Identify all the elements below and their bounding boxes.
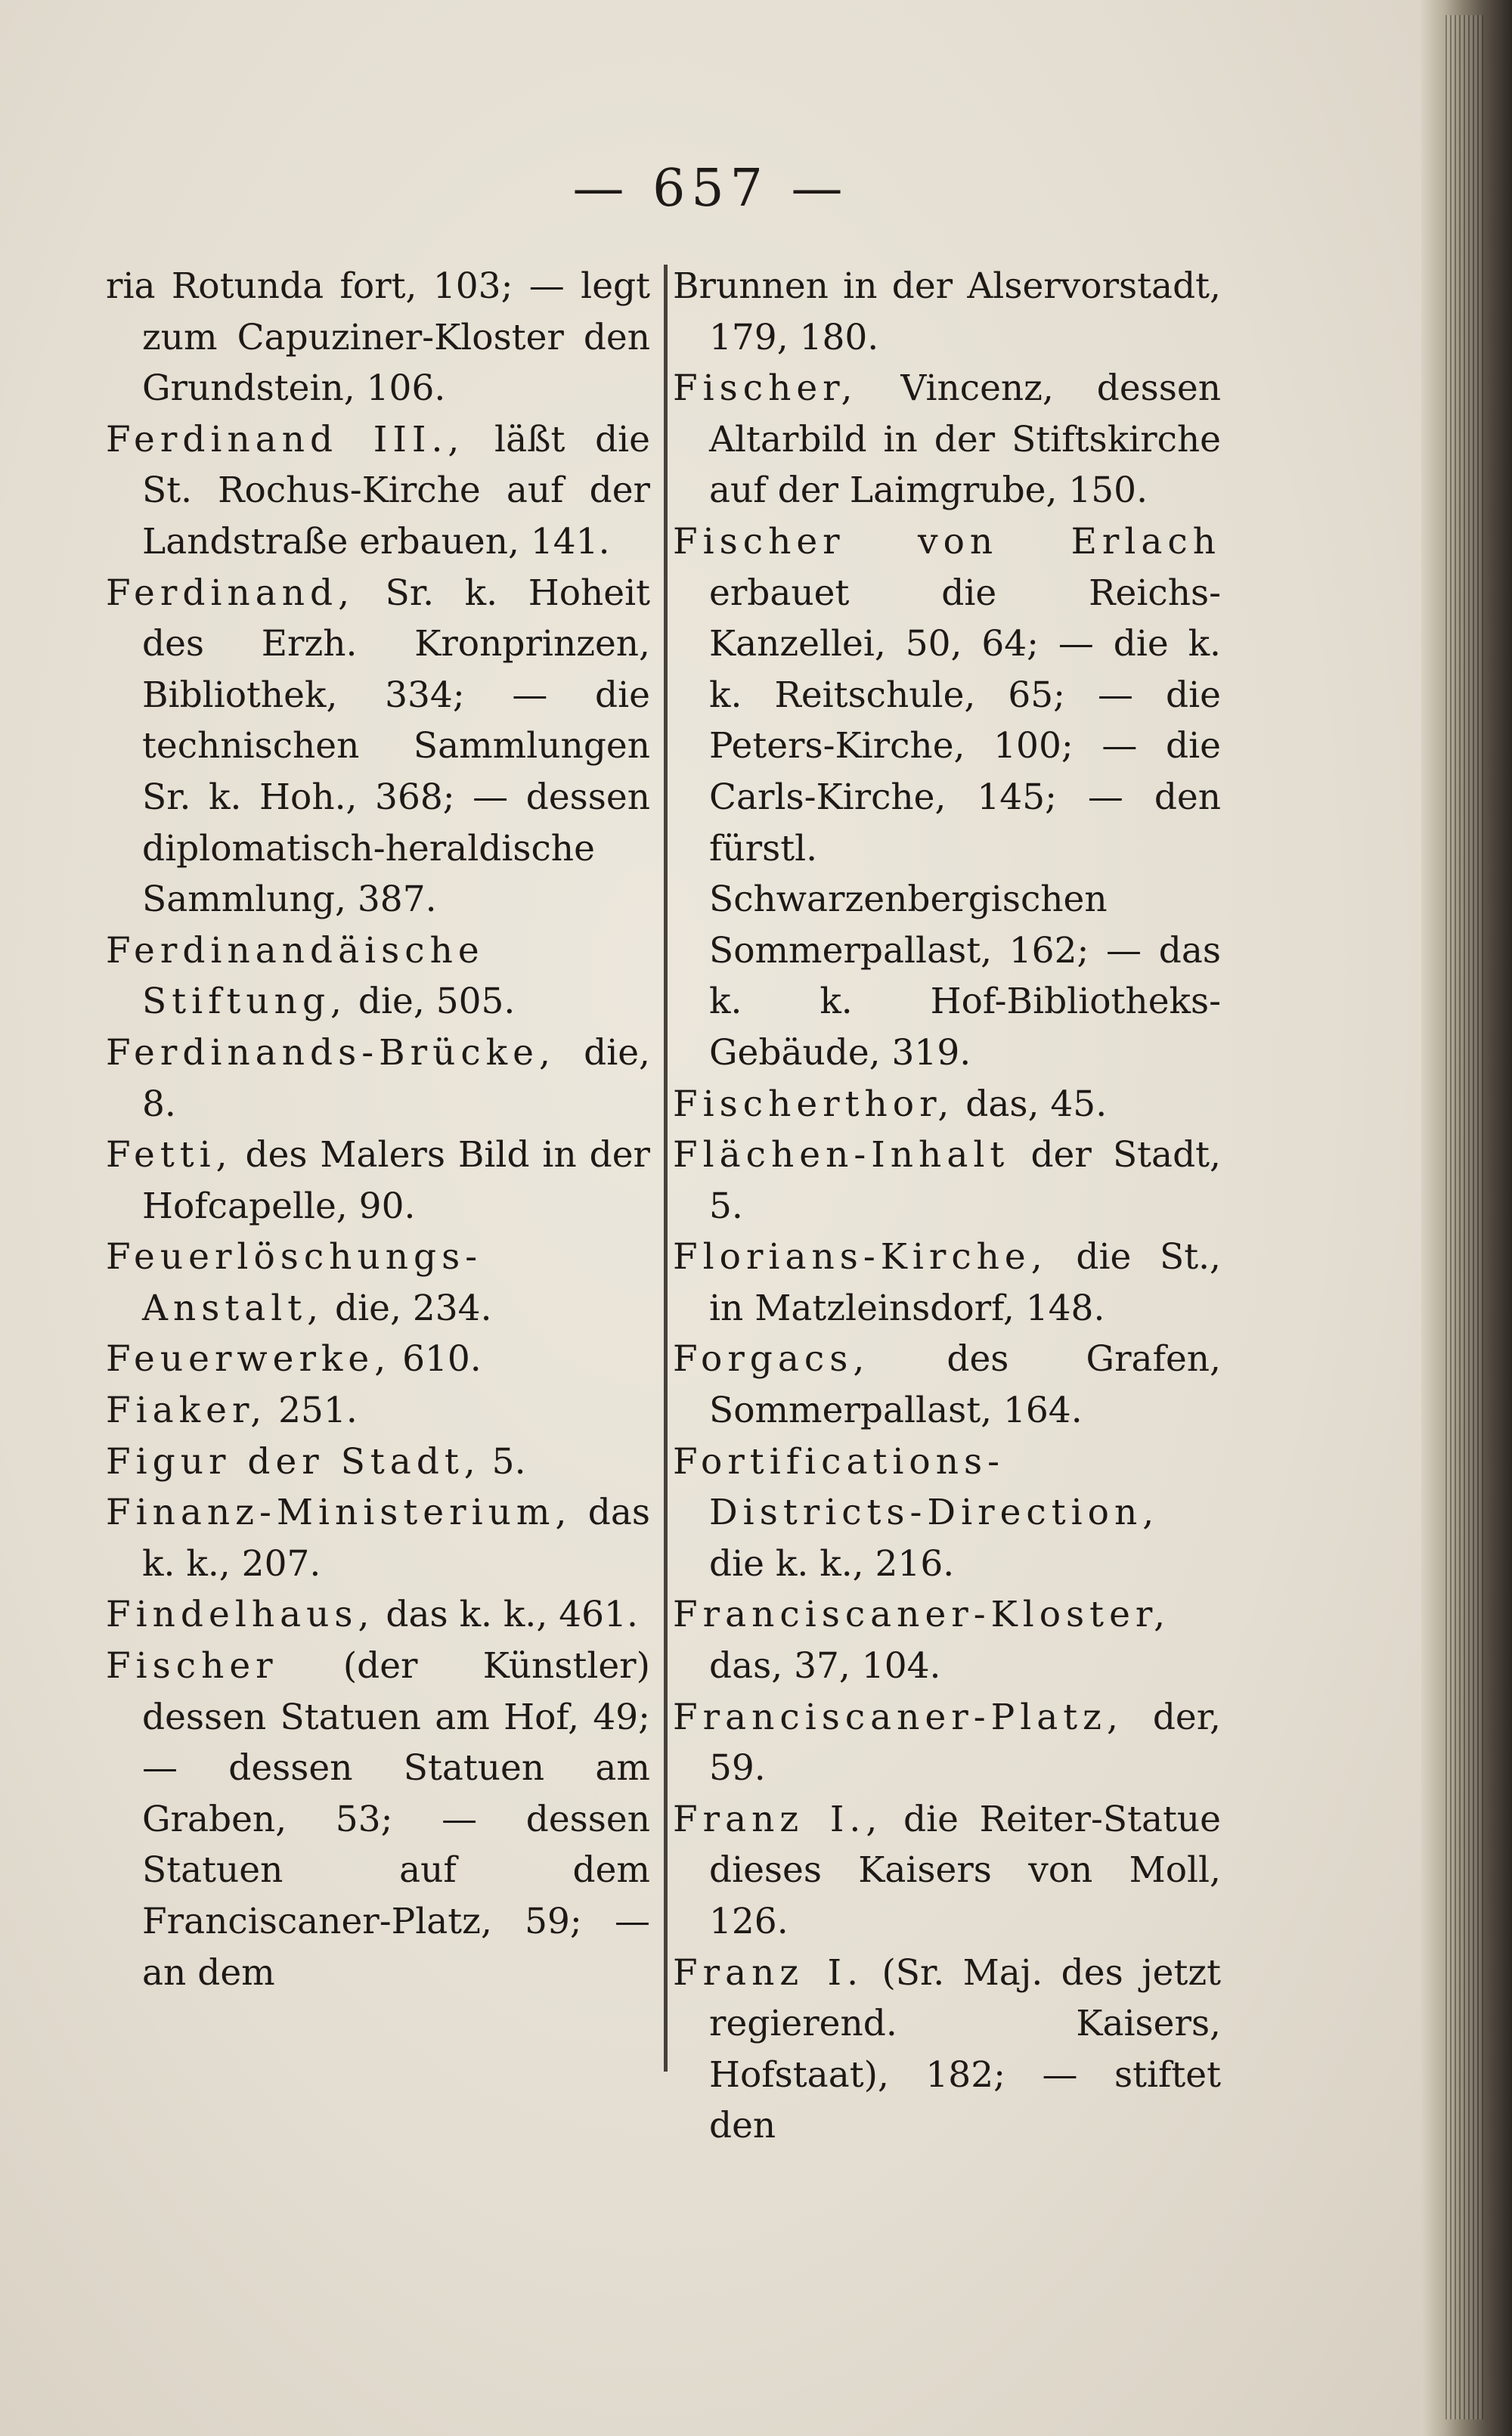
entry-text: läßt die St. Rochus-Kirche auf der Landstraße erbauen, 141. (142, 418, 650, 563)
entry-text: das k. k., 461. (374, 1594, 638, 1636)
entry-lemma: Fischer von Erlach (673, 520, 1221, 563)
entry-text: die, 234. (324, 1287, 492, 1329)
index-entry (106, 1334, 650, 1385)
index-entry (673, 261, 1221, 363)
entry-lemma: Ferdinand III., (106, 418, 465, 460)
page-edge-lines (1445, 15, 1483, 2419)
entry-text: Sr. k. Hoheit des Erzh. Kronprinzen, Bibliothek, 334; — die technischen Sammlungen Sr. k. Hoh., 368; — dessen diplomatisch-heraldische Sammlung, 387. (142, 572, 650, 921)
entry-text: ria Rotunda fort, 103; — legt zum Capuziner-Kloster den Grundstein, 106. (106, 265, 650, 410)
left-column (106, 261, 650, 1998)
entry-lemma: Finanz-Ministerium, (106, 1492, 572, 1534)
entry-text: des Malers Bild in der Hofcapelle, 90. (142, 1134, 650, 1227)
index-entry (673, 1692, 1221, 1794)
right-column (673, 261, 1221, 2152)
entry-text: 610. (391, 1338, 482, 1381)
index-entry (106, 925, 650, 1027)
entry-text: 251. (267, 1390, 358, 1432)
index-entry (673, 1334, 1221, 1436)
index-entry (673, 1589, 1221, 1691)
entry-lemma: Feuerwerke, (106, 1338, 392, 1381)
entry-lemma: Franciscaner-Kloster, (673, 1594, 1171, 1636)
entry-lemma: Fortifications-Districts-Direction, (673, 1440, 1160, 1534)
index-entry (673, 363, 1221, 516)
index-entry (106, 568, 650, 925)
entry-text: Brunnen in der Alservorstadt, 179, 180. (673, 265, 1221, 358)
index-entry (106, 1436, 650, 1488)
entry-text: des Grafen, Sommerpallast, 164. (709, 1338, 1221, 1432)
entry-lemma: Ferdinandäische Stiftung, (106, 929, 485, 1023)
entry-lemma: Florians-Kirche, (673, 1236, 1048, 1278)
index-entry (673, 516, 1221, 1079)
entry-text: Vincenz, dessen Altarbild in der Stiftskirche auf der Laimgrube, 150. (709, 367, 1221, 512)
entry-lemma: Fischerthor, (673, 1083, 955, 1125)
index-entry (673, 1130, 1221, 1232)
index-entry (106, 1589, 650, 1641)
entry-lemma: Franz I. (673, 1951, 864, 1994)
index-entry (106, 414, 650, 568)
entry-text: der, 59. (709, 1696, 1221, 1790)
index-entry (673, 1436, 1221, 1590)
entry-lemma: Forgacs, (673, 1338, 870, 1381)
entry-text: die Reiter-Statue dieses Kaisers von Moll, 126. (709, 1798, 1221, 1942)
index-entry (106, 1027, 650, 1130)
entry-text: die, 505. (346, 981, 516, 1023)
entry-text: 5. (480, 1440, 526, 1483)
entry-text: das k. k., 207. (142, 1492, 650, 1585)
index-entry (673, 1948, 1221, 2152)
entry-text: die St., in Matzleinsdorf, 148. (709, 1236, 1221, 1329)
index-entry (673, 1079, 1221, 1130)
entry-lemma: Franciscaner-Platz, (673, 1696, 1123, 1738)
entry-lemma: Ferdinand, (106, 572, 355, 614)
entry-lemma: Fiaker, (106, 1390, 268, 1432)
index-entry (106, 1232, 650, 1334)
entry-lemma: Findelhaus, (106, 1594, 375, 1636)
index-entry (106, 261, 650, 414)
entry-text: das, 37, 104. (709, 1645, 941, 1688)
entry-lemma: Feuerlöschungs-Anstalt, (106, 1236, 483, 1329)
index-entry (106, 1487, 650, 1589)
entry-lemma: Flächen-Inhalt (673, 1134, 1010, 1176)
page-number: — 657 — (572, 159, 849, 218)
entry-lemma: Fischer, (673, 367, 858, 410)
entry-text: erbauet die Reichs-Kanzellei, 50, 64; — die k. k. Reitschule, 65; — die Peters-Kirche, 100; — die Carls-Kirche, 145; — den fürstl. Schwarzenbergischen Sommerpallast, 162; — das k. k. Hof-Bibliotheks-Gebäude, 319. (709, 572, 1221, 1074)
entry-lemma: Figur der Stadt, (106, 1440, 481, 1483)
entry-lemma: Franz I., (673, 1798, 883, 1840)
entry-lemma: Ferdinands-Brücke, (106, 1031, 556, 1074)
index-entry (673, 1232, 1221, 1334)
entry-text: das, 45. (954, 1083, 1108, 1125)
entry-lemma: Fetti, (106, 1134, 233, 1176)
index-entry (106, 1130, 650, 1232)
entry-text: (der Künstler) dessen Statuen am Hof, 49; — dessen Statuen am Graben, 53; — dessen Statuen auf dem Franciscaner-Platz, 59; — an dem (142, 1645, 650, 1994)
entry-text: der Stadt, 5. (709, 1134, 1221, 1227)
entry-text: (Sr. Maj. des jetzt regierend. Kaisers, Hofstaat), 182; — stiftet den (709, 1951, 1222, 2147)
index-entry (106, 1641, 650, 1998)
entry-text: die k. k., 216. (709, 1542, 955, 1585)
entry-text: die, 8. (142, 1031, 650, 1125)
index-entry (673, 1794, 1221, 1948)
entry-lemma: Fischer (106, 1645, 278, 1688)
index-entry (106, 1385, 650, 1436)
column-divider (664, 265, 668, 2072)
